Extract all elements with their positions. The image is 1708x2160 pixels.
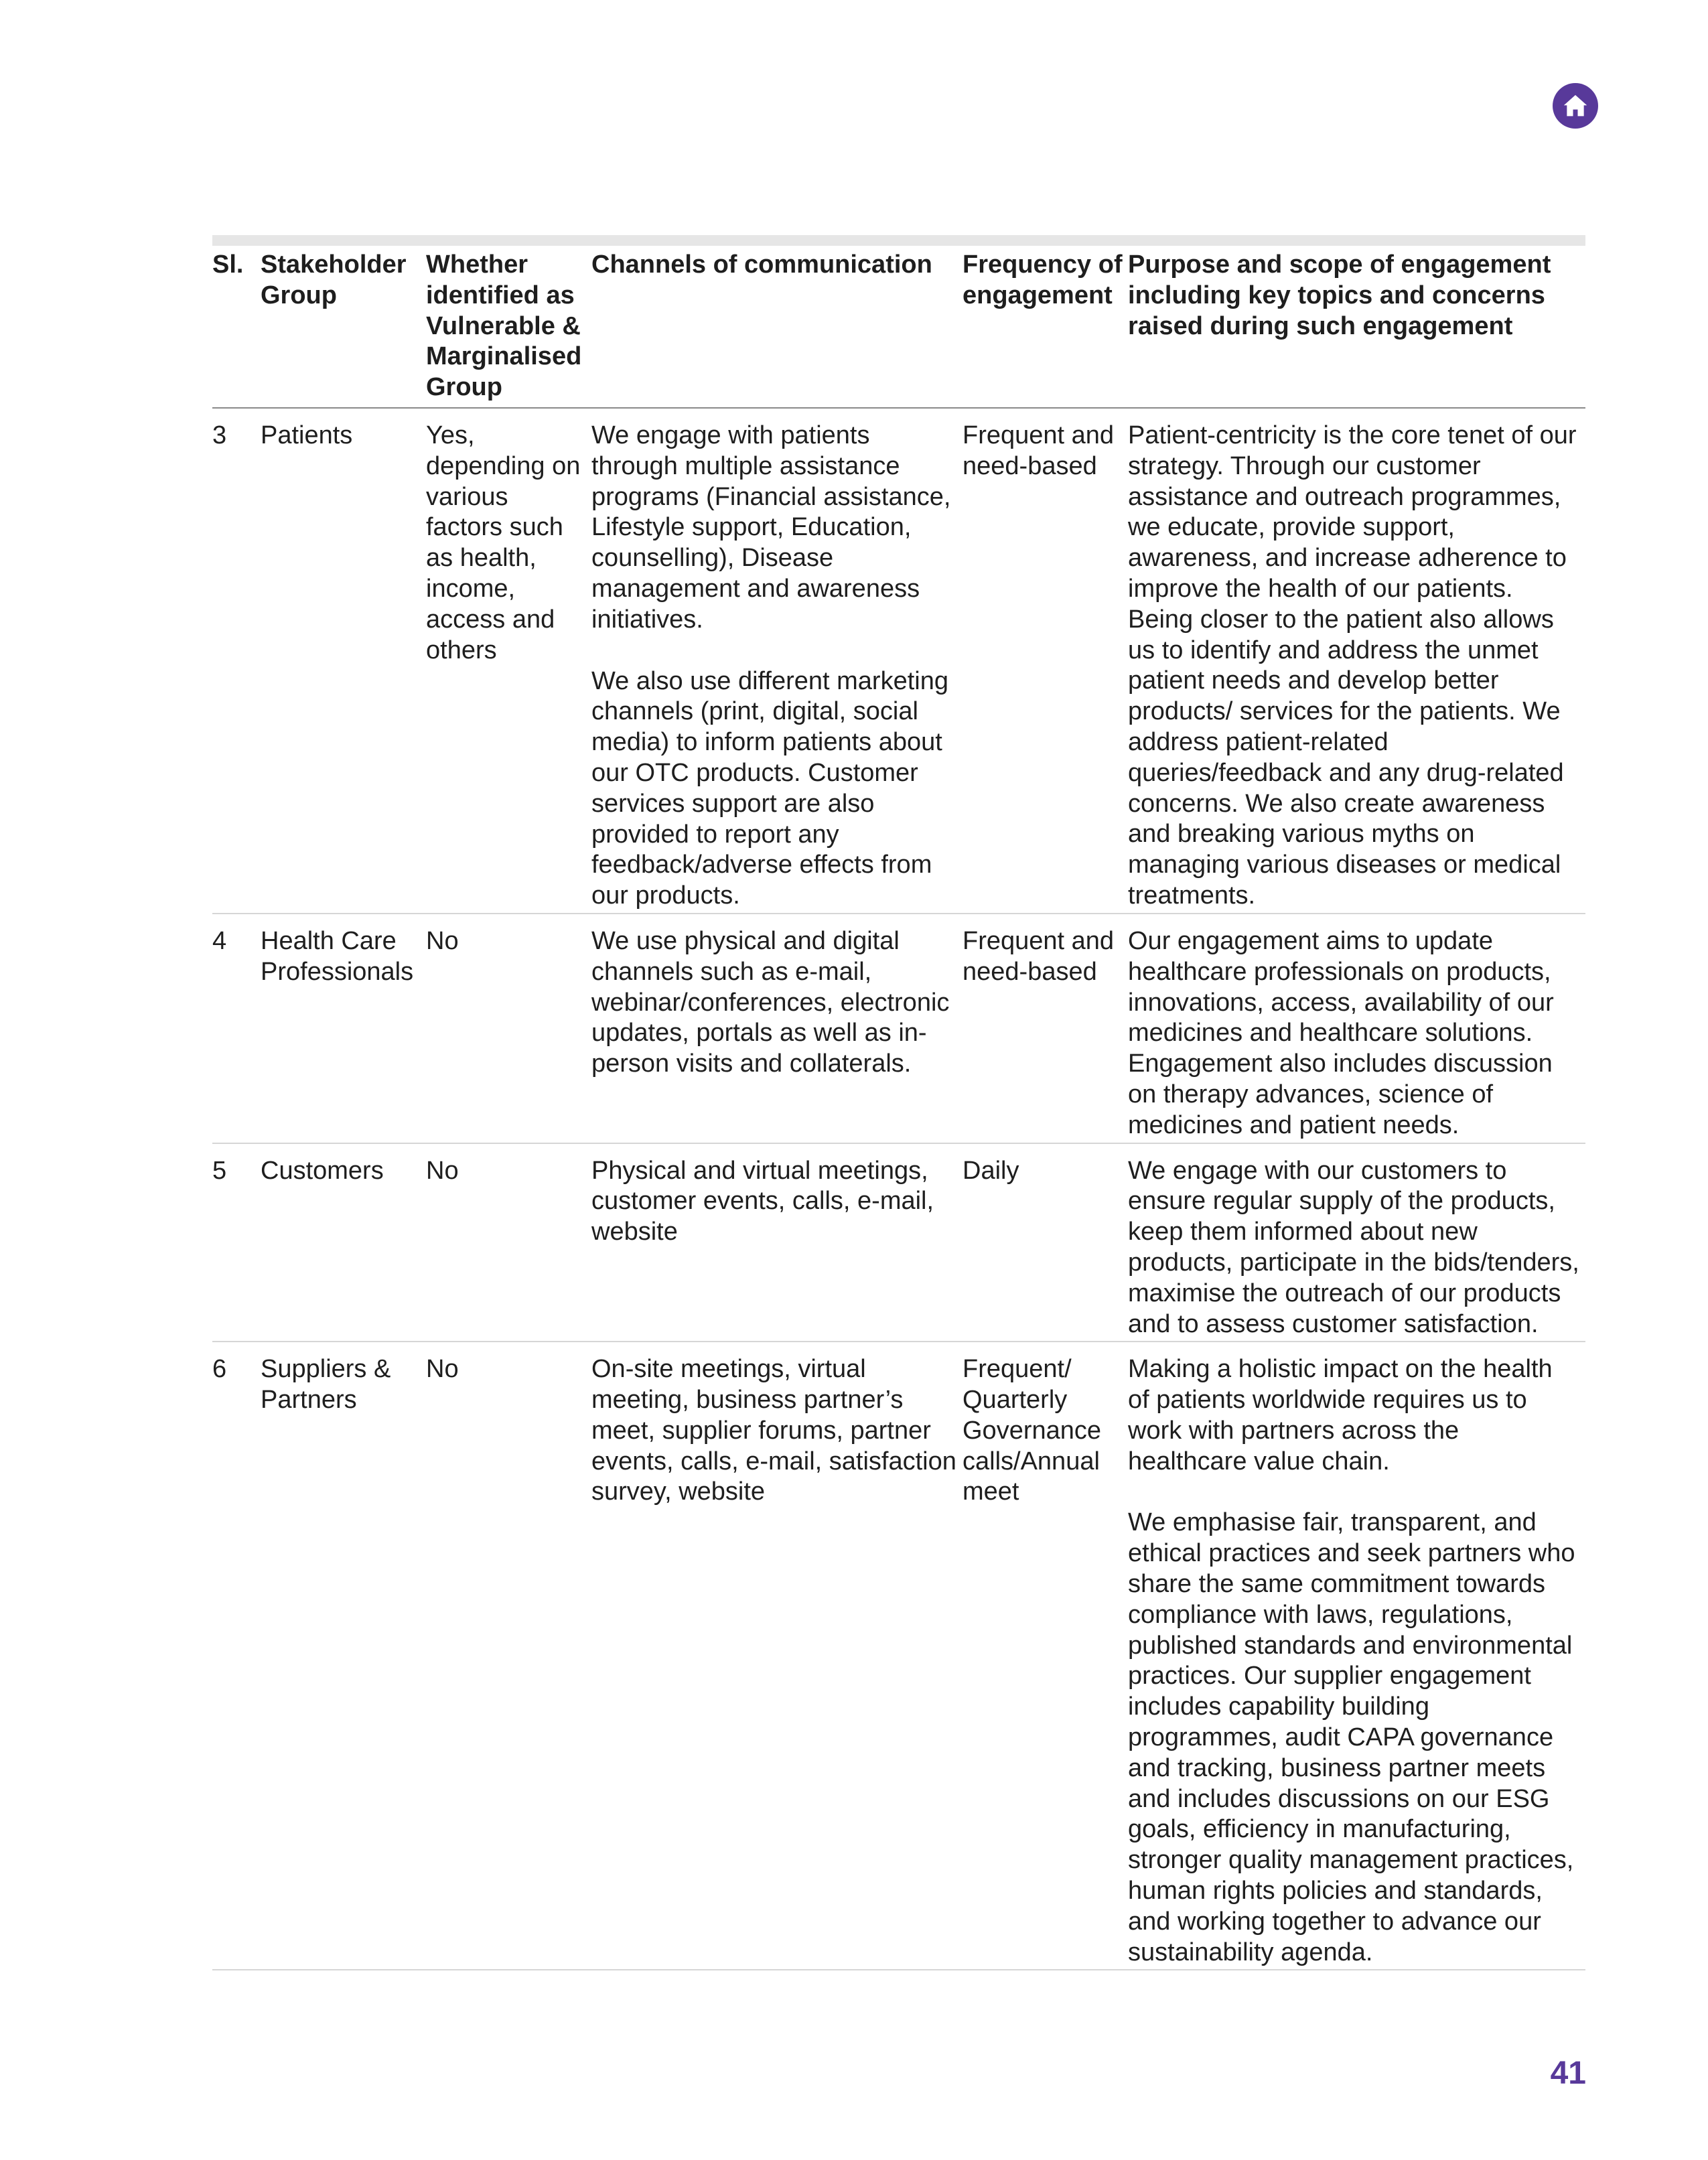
purpose-paragraph: We emphasise fair, transparent, and ethical practices and seek partners who share the same commitment towards compliance with laws, regulations, published standards and environmental practices. Our supplier engagement includes capability building programmes, audit CAPA governance and tracking, business partner meets and includes discussions on our ESG goals, efficiency in manufacturing, stronger quality management practices, human rights policies and standards, and working together to advance our sustainability agenda. bbox=[1128, 1508, 1575, 1966]
channels-paragraph: Physical and virtual meetings, customer events, calls, e-mail, website bbox=[591, 1156, 934, 1246]
cell-sl: 5 bbox=[212, 1143, 261, 1342]
cell-stakeholder-group: Customers bbox=[261, 1143, 426, 1342]
home-button[interactable] bbox=[1553, 83, 1598, 129]
channels-paragraph: We use physical and digital channels such as e-mail, webinar/conferences, electronic updates, portals as well as in-person visits and collaterals. bbox=[591, 926, 950, 1078]
cell-stakeholder-group: Suppliers & Partners bbox=[261, 1342, 426, 1970]
cell-channels bbox=[591, 914, 963, 1143]
cell-frequency: Frequent and need-based bbox=[963, 914, 1128, 1143]
cell-frequency: Frequent/ Quarterly Governance calls/Annual meet bbox=[963, 1342, 1128, 1970]
cell-purpose bbox=[1128, 914, 1585, 1143]
cell-channels bbox=[591, 408, 963, 914]
cell-sl: 4 bbox=[212, 914, 261, 1143]
cell-vulnerable: No bbox=[426, 914, 591, 1143]
header-frequency: Frequency of engagement bbox=[963, 246, 1128, 408]
table-header-row bbox=[212, 246, 1585, 408]
channels-paragraph: On-site meetings, virtual meeting, business partner’s meet, supplier forums, partner events, calls, e-mail, satisfaction survey, website bbox=[591, 1355, 956, 1506]
table-row bbox=[212, 1342, 1585, 1970]
cell-stakeholder-group: Health Care Professionals bbox=[261, 914, 426, 1143]
cell-sl: 3 bbox=[212, 408, 261, 914]
cell-sl: 6 bbox=[212, 1342, 261, 1970]
table-row bbox=[212, 1143, 1585, 1342]
header-vulnerable-group: Whether identified as Vulnerable & Marginalised Group bbox=[426, 246, 591, 408]
cell-purpose bbox=[1128, 1143, 1585, 1342]
stakeholder-engagement-table bbox=[212, 246, 1585, 1970]
page-number: 41 bbox=[1550, 2056, 1586, 2091]
table-top-band bbox=[212, 235, 1585, 246]
cell-vulnerable: No bbox=[426, 1143, 591, 1342]
header-sl: Sl. bbox=[212, 246, 261, 408]
table-row bbox=[212, 408, 1585, 914]
cell-frequency: Daily bbox=[963, 1143, 1128, 1342]
purpose-paragraph: Our engagement aims to update healthcare professionals on products, innovations, access, availability of our medicines and healthcare solutions. Engagement also includes discussion on therapy advances, science of medicines and patient needs. bbox=[1128, 926, 1554, 1139]
header-channels: Channels of communication bbox=[591, 246, 963, 408]
purpose-paragraph: We engage with our customers to ensure regular supply of the products, keep them informed about new products, participate in the bids/tenders, maximise the outreach of our products and to assess customer satisfaction. bbox=[1128, 1156, 1579, 1338]
channels-paragraph: We engage with patients through multiple assistance programs (Financial assistance, Lifestyle support, Education, counselling), Disease management and awareness initiatives. bbox=[591, 421, 951, 634]
table-row bbox=[212, 914, 1585, 1143]
cell-purpose bbox=[1128, 1342, 1585, 1970]
header-purpose: Purpose and scope of engagement including key topics and concerns raised during such engagement bbox=[1128, 246, 1585, 408]
header-stakeholder-group: Stakeholder Group bbox=[261, 246, 426, 408]
cell-purpose bbox=[1128, 408, 1585, 914]
cell-stakeholder-group: Patients bbox=[261, 408, 426, 914]
cell-channels bbox=[591, 1143, 963, 1342]
home-icon bbox=[1561, 91, 1590, 121]
cell-vulnerable: Yes, depending on various factors such as health, income, access and others bbox=[426, 408, 591, 914]
cell-frequency: Frequent and need-based bbox=[963, 408, 1128, 914]
cell-channels bbox=[591, 1342, 963, 1970]
cell-vulnerable: No bbox=[426, 1342, 591, 1970]
channels-paragraph: We also use different marketing channels (print, digital, social media) to inform patients about our OTC products. Customer services support are also provided to report any feedback/adverse effects from our products. bbox=[591, 666, 948, 910]
purpose-paragraph: Patient-centricity is the core tenet of our strategy. Through our customer assistance and outreach programmes, we educate, provide support, awareness, and increase adherence to improve the health of our patients. Being closer to the patient also allows us to identify and address the unmet patient needs and develop better products/ services for the patients. We address patient-related queries/feedback and any drug-related concerns. We also create awareness and breaking various myths on managing various diseases or medical treatments. bbox=[1128, 421, 1577, 910]
purpose-paragraph: Making a holistic impact on the health of patients worldwide requires us to work with partners across the healthcare value chain. bbox=[1128, 1355, 1553, 1475]
